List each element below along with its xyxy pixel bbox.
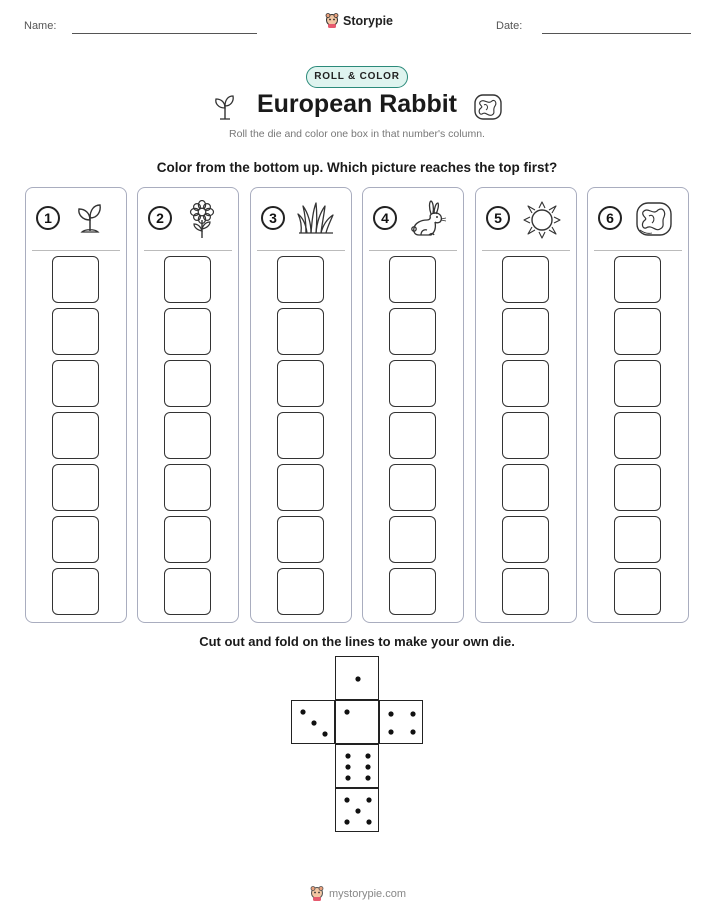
color-box[interactable]	[164, 568, 211, 615]
color-box[interactable]	[502, 308, 549, 355]
color-box[interactable]	[277, 256, 324, 303]
die-face-center	[335, 700, 379, 744]
color-box[interactable]	[164, 516, 211, 563]
die-pips-6	[336, 745, 380, 789]
footer	[310, 886, 406, 902]
storypie-mascot-icon	[310, 886, 324, 902]
column-divider	[369, 250, 457, 251]
die-face-bottom	[335, 788, 379, 832]
number-circle: 1	[36, 206, 60, 230]
grass-icon	[297, 200, 335, 236]
column-5	[475, 187, 577, 623]
color-box[interactable]	[52, 516, 99, 563]
color-box[interactable]	[389, 360, 436, 407]
number-circle: 3	[261, 206, 285, 230]
color-box[interactable]	[614, 516, 661, 563]
column-6	[587, 187, 689, 623]
color-box[interactable]	[277, 308, 324, 355]
die-pips-1	[336, 657, 380, 701]
color-box[interactable]	[52, 308, 99, 355]
column-3	[250, 187, 352, 623]
color-box[interactable]	[277, 516, 324, 563]
column-divider	[594, 250, 682, 251]
color-box[interactable]	[502, 360, 549, 407]
color-box[interactable]	[52, 256, 99, 303]
color-box[interactable]	[164, 308, 211, 355]
die-face-top	[335, 656, 379, 700]
color-box[interactable]	[502, 516, 549, 563]
rabbit-icon	[409, 200, 449, 240]
number-circle: 6	[598, 206, 622, 230]
color-box[interactable]	[52, 568, 99, 615]
page-title: European Rabbit	[256, 90, 457, 118]
color-box[interactable]	[164, 256, 211, 303]
number-circle: 2	[148, 206, 172, 230]
color-box[interactable]	[52, 360, 99, 407]
color-box[interactable]	[614, 412, 661, 459]
die-face-left	[291, 700, 335, 744]
sun-icon	[522, 200, 562, 240]
color-box[interactable]	[389, 308, 436, 355]
footer-url[interactable]: mystorypie.com	[329, 888, 407, 900]
color-box[interactable]	[277, 412, 324, 459]
burrow-icon	[473, 93, 503, 121]
storypie-mascot-icon	[325, 13, 339, 29]
color-box[interactable]	[52, 464, 99, 511]
color-box[interactable]	[389, 464, 436, 511]
name-line[interactable]	[72, 33, 257, 34]
burrow-icon	[634, 200, 674, 238]
column-4	[362, 187, 464, 623]
column-2	[137, 187, 239, 623]
die-caption: Cut out and fold on the lines to make your own die.	[199, 634, 515, 649]
color-box[interactable]	[389, 568, 436, 615]
color-box[interactable]	[614, 464, 661, 511]
color-box[interactable]	[277, 360, 324, 407]
color-box[interactable]	[389, 256, 436, 303]
die-face-right	[379, 700, 423, 744]
die-pips-1	[336, 701, 380, 745]
color-box[interactable]	[52, 412, 99, 459]
color-box[interactable]	[164, 412, 211, 459]
color-box[interactable]	[277, 464, 324, 511]
column-divider	[482, 250, 570, 251]
name-label: Name:	[24, 20, 57, 32]
color-box[interactable]	[614, 360, 661, 407]
die-pips-5	[336, 789, 380, 833]
color-box[interactable]	[614, 256, 661, 303]
brand-name: Storypie	[343, 14, 394, 28]
die-face-lower	[335, 744, 379, 788]
column-divider	[144, 250, 232, 251]
color-box[interactable]	[389, 412, 436, 459]
flower-icon	[184, 200, 220, 240]
date-label: Date:	[496, 20, 523, 32]
date-line[interactable]	[542, 33, 691, 34]
color-box[interactable]	[502, 464, 549, 511]
color-box[interactable]	[614, 308, 661, 355]
number-circle: 4	[373, 206, 397, 230]
column-1	[25, 187, 127, 623]
die-pips-3	[292, 701, 336, 745]
color-box[interactable]	[502, 256, 549, 303]
sprout-icon	[72, 200, 108, 236]
die-pips-4	[380, 701, 424, 745]
color-box[interactable]	[502, 412, 549, 459]
subtitle: Roll the die and color one box in that number's column.	[229, 128, 485, 140]
color-box[interactable]	[164, 464, 211, 511]
number-circle: 5	[486, 206, 510, 230]
color-box[interactable]	[614, 568, 661, 615]
color-box[interactable]	[502, 568, 549, 615]
instruction: Color from the bottom up. Which picture reaches the top first?	[156, 160, 558, 175]
roll-color-badge: ROLL & COLOR	[306, 66, 408, 88]
column-divider	[32, 250, 120, 251]
column-divider	[257, 250, 345, 251]
color-box[interactable]	[277, 568, 324, 615]
brand-logo	[325, 13, 393, 29]
color-box[interactable]	[389, 516, 436, 563]
color-box[interactable]	[164, 360, 211, 407]
